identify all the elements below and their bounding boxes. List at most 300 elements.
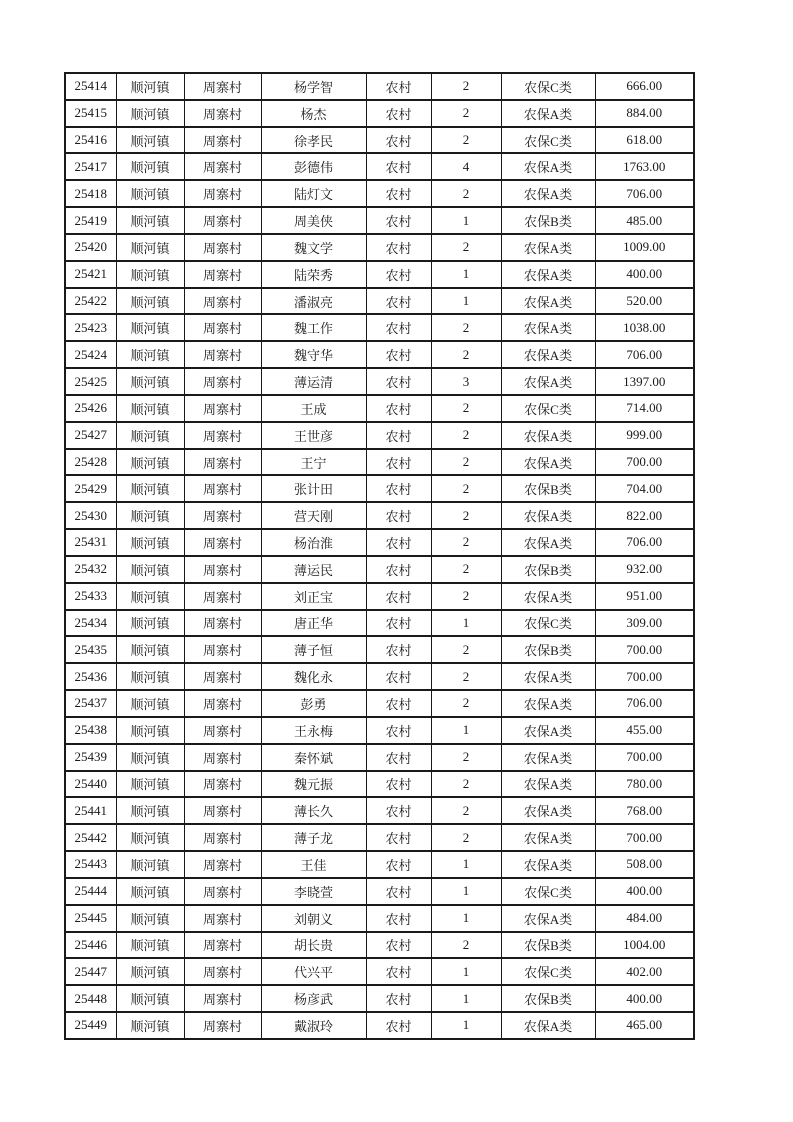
cell-insurance-category: 农保B类 — [501, 932, 595, 959]
table-row — [65, 771, 694, 798]
cell-amount: 700.00 — [595, 636, 694, 663]
cell-person-name: 薄子恒 — [261, 636, 366, 663]
cell-insurance-category: 农保A类 — [501, 905, 595, 932]
cell-village: 周寨村 — [184, 288, 261, 315]
cell-town: 顺河镇 — [116, 234, 184, 261]
cell-person-name: 戴淑玲 — [261, 1012, 366, 1039]
cell-person-count: 1 — [431, 985, 501, 1012]
cell-residence-type: 农村 — [366, 878, 431, 905]
cell-person-name: 秦怀斌 — [261, 744, 366, 771]
cell-residence-type: 农村 — [366, 234, 431, 261]
cell-person-count: 1 — [431, 878, 501, 905]
cell-residence-type: 农村 — [366, 744, 431, 771]
cell-amount: 485.00 — [595, 207, 694, 234]
cell-person-name: 代兴平 — [261, 958, 366, 985]
cell-insurance-category: 农保A类 — [501, 288, 595, 315]
cell-residence-type: 农村 — [366, 824, 431, 851]
cell-serial-number: 25446 — [65, 932, 116, 959]
cell-village: 周寨村 — [184, 663, 261, 690]
cell-village: 周寨村 — [184, 717, 261, 744]
cell-village: 周寨村 — [184, 529, 261, 556]
cell-person-name: 王世彦 — [261, 422, 366, 449]
cell-insurance-category: 农保B类 — [501, 207, 595, 234]
cell-residence-type: 农村 — [366, 207, 431, 234]
cell-village: 周寨村 — [184, 449, 261, 476]
cell-residence-type: 农村 — [366, 127, 431, 154]
cell-amount: 508.00 — [595, 851, 694, 878]
cell-serial-number: 25433 — [65, 583, 116, 610]
cell-serial-number: 25418 — [65, 180, 116, 207]
table-row — [65, 341, 694, 368]
cell-person-name: 魏化永 — [261, 663, 366, 690]
cell-town: 顺河镇 — [116, 636, 184, 663]
cell-amount: 768.00 — [595, 797, 694, 824]
cell-person-count: 2 — [431, 556, 501, 583]
cell-town: 顺河镇 — [116, 610, 184, 637]
cell-amount: 700.00 — [595, 744, 694, 771]
cell-village: 周寨村 — [184, 207, 261, 234]
cell-amount: 1009.00 — [595, 234, 694, 261]
roster-table — [64, 72, 695, 1040]
cell-insurance-category: 农保B类 — [501, 556, 595, 583]
cell-person-name: 陆灯文 — [261, 180, 366, 207]
cell-insurance-category: 农保A类 — [501, 1012, 595, 1039]
cell-town: 顺河镇 — [116, 878, 184, 905]
cell-person-name: 潘淑亮 — [261, 288, 366, 315]
cell-person-count: 2 — [431, 663, 501, 690]
cell-serial-number: 25424 — [65, 341, 116, 368]
cell-serial-number: 25427 — [65, 422, 116, 449]
cell-insurance-category: 农保A类 — [501, 502, 595, 529]
cell-person-count: 2 — [431, 73, 501, 100]
table-row — [65, 153, 694, 180]
cell-town: 顺河镇 — [116, 100, 184, 127]
cell-residence-type: 农村 — [366, 180, 431, 207]
cell-person-name: 陆荣秀 — [261, 261, 366, 288]
cell-village: 周寨村 — [184, 771, 261, 798]
cell-residence-type: 农村 — [366, 422, 431, 449]
cell-serial-number: 25444 — [65, 878, 116, 905]
cell-amount: 714.00 — [595, 395, 694, 422]
cell-insurance-category: 农保A类 — [501, 690, 595, 717]
cell-town: 顺河镇 — [116, 771, 184, 798]
table-row — [65, 368, 694, 395]
cell-residence-type: 农村 — [366, 610, 431, 637]
cell-amount: 402.00 — [595, 958, 694, 985]
cell-person-name: 王成 — [261, 395, 366, 422]
cell-residence-type: 农村 — [366, 958, 431, 985]
cell-town: 顺河镇 — [116, 958, 184, 985]
cell-residence-type: 农村 — [366, 851, 431, 878]
cell-insurance-category: 农保C类 — [501, 73, 595, 100]
cell-town: 顺河镇 — [116, 556, 184, 583]
cell-person-count: 1 — [431, 610, 501, 637]
cell-amount: 1038.00 — [595, 314, 694, 341]
cell-insurance-category: 农保A类 — [501, 422, 595, 449]
cell-person-name: 刘正宝 — [261, 583, 366, 610]
cell-serial-number: 25421 — [65, 261, 116, 288]
cell-serial-number: 25430 — [65, 502, 116, 529]
cell-village: 周寨村 — [184, 1012, 261, 1039]
cell-amount: 999.00 — [595, 422, 694, 449]
cell-person-count: 2 — [431, 314, 501, 341]
table-row — [65, 127, 694, 154]
cell-amount: 780.00 — [595, 771, 694, 798]
table-row — [65, 851, 694, 878]
cell-town: 顺河镇 — [116, 475, 184, 502]
cell-person-name: 胡长贵 — [261, 932, 366, 959]
cell-village: 周寨村 — [184, 341, 261, 368]
cell-serial-number: 25449 — [65, 1012, 116, 1039]
cell-person-name: 彭勇 — [261, 690, 366, 717]
cell-residence-type: 农村 — [366, 395, 431, 422]
cell-residence-type: 农村 — [366, 100, 431, 127]
cell-amount: 706.00 — [595, 529, 694, 556]
cell-person-name: 彭德伟 — [261, 153, 366, 180]
cell-town: 顺河镇 — [116, 153, 184, 180]
table-row — [65, 878, 694, 905]
cell-residence-type: 农村 — [366, 261, 431, 288]
cell-village: 周寨村 — [184, 234, 261, 261]
cell-insurance-category: 农保A类 — [501, 529, 595, 556]
cell-insurance-category: 农保A类 — [501, 368, 595, 395]
cell-serial-number: 25441 — [65, 797, 116, 824]
cell-serial-number: 25420 — [65, 234, 116, 261]
cell-person-count: 1 — [431, 905, 501, 932]
cell-amount: 1397.00 — [595, 368, 694, 395]
cell-person-name: 杨学智 — [261, 73, 366, 100]
cell-amount: 822.00 — [595, 502, 694, 529]
cell-person-count: 2 — [431, 127, 501, 154]
cell-person-name: 周美侠 — [261, 207, 366, 234]
cell-amount: 520.00 — [595, 288, 694, 315]
cell-residence-type: 农村 — [366, 449, 431, 476]
cell-serial-number: 25434 — [65, 610, 116, 637]
cell-village: 周寨村 — [184, 502, 261, 529]
cell-serial-number: 25417 — [65, 153, 116, 180]
cell-serial-number: 25448 — [65, 985, 116, 1012]
cell-insurance-category: 农保A类 — [501, 180, 595, 207]
cell-amount: 618.00 — [595, 127, 694, 154]
cell-village: 周寨村 — [184, 73, 261, 100]
cell-person-count: 2 — [431, 449, 501, 476]
cell-amount: 884.00 — [595, 100, 694, 127]
cell-person-name: 魏工作 — [261, 314, 366, 341]
cell-amount: 706.00 — [595, 180, 694, 207]
cell-village: 周寨村 — [184, 824, 261, 851]
cell-amount: 932.00 — [595, 556, 694, 583]
cell-person-count: 2 — [431, 475, 501, 502]
cell-town: 顺河镇 — [116, 180, 184, 207]
cell-serial-number: 25414 — [65, 73, 116, 100]
cell-person-count: 1 — [431, 851, 501, 878]
cell-insurance-category: 农保C类 — [501, 610, 595, 637]
cell-residence-type: 农村 — [366, 529, 431, 556]
cell-person-count: 2 — [431, 502, 501, 529]
cell-town: 顺河镇 — [116, 851, 184, 878]
cell-village: 周寨村 — [184, 556, 261, 583]
cell-serial-number: 25416 — [65, 127, 116, 154]
cell-amount: 706.00 — [595, 341, 694, 368]
cell-town: 顺河镇 — [116, 314, 184, 341]
cell-town: 顺河镇 — [116, 905, 184, 932]
cell-insurance-category: 农保C类 — [501, 878, 595, 905]
cell-person-count: 2 — [431, 422, 501, 449]
table-row — [65, 180, 694, 207]
cell-serial-number: 25429 — [65, 475, 116, 502]
cell-residence-type: 农村 — [366, 314, 431, 341]
cell-person-name: 薄子龙 — [261, 824, 366, 851]
cell-serial-number: 25426 — [65, 395, 116, 422]
cell-village: 周寨村 — [184, 314, 261, 341]
table-row — [65, 475, 694, 502]
table-row — [65, 207, 694, 234]
table-row — [65, 422, 694, 449]
table-row — [65, 610, 694, 637]
cell-town: 顺河镇 — [116, 932, 184, 959]
cell-insurance-category: 农保A类 — [501, 851, 595, 878]
cell-insurance-category: 农保A类 — [501, 153, 595, 180]
cell-person-count: 3 — [431, 368, 501, 395]
cell-residence-type: 农村 — [366, 663, 431, 690]
cell-residence-type: 农村 — [366, 73, 431, 100]
cell-residence-type: 农村 — [366, 985, 431, 1012]
cell-village: 周寨村 — [184, 261, 261, 288]
cell-village: 周寨村 — [184, 690, 261, 717]
table-row — [65, 529, 694, 556]
cell-village: 周寨村 — [184, 422, 261, 449]
cell-residence-type: 农村 — [366, 368, 431, 395]
cell-person-count: 2 — [431, 744, 501, 771]
cell-insurance-category: 农保A类 — [501, 100, 595, 127]
table-row — [65, 985, 694, 1012]
cell-person-name: 魏元振 — [261, 771, 366, 798]
cell-person-count: 1 — [431, 288, 501, 315]
cell-town: 顺河镇 — [116, 261, 184, 288]
table-row — [65, 100, 694, 127]
cell-amount: 484.00 — [595, 905, 694, 932]
cell-person-name: 李晓萱 — [261, 878, 366, 905]
cell-person-count: 1 — [431, 1012, 501, 1039]
cell-village: 周寨村 — [184, 395, 261, 422]
cell-insurance-category: 农保A类 — [501, 341, 595, 368]
cell-amount: 700.00 — [595, 449, 694, 476]
cell-person-name: 魏文学 — [261, 234, 366, 261]
cell-person-name: 王永梅 — [261, 717, 366, 744]
table-row — [65, 234, 694, 261]
cell-insurance-category: 农保C类 — [501, 395, 595, 422]
cell-village: 周寨村 — [184, 153, 261, 180]
cell-town: 顺河镇 — [116, 73, 184, 100]
cell-village: 周寨村 — [184, 180, 261, 207]
cell-town: 顺河镇 — [116, 797, 184, 824]
cell-serial-number: 25447 — [65, 958, 116, 985]
cell-person-name: 张计田 — [261, 475, 366, 502]
cell-town: 顺河镇 — [116, 288, 184, 315]
cell-town: 顺河镇 — [116, 690, 184, 717]
cell-person-name: 王宁 — [261, 449, 366, 476]
cell-insurance-category: 农保B类 — [501, 475, 595, 502]
cell-serial-number: 25431 — [65, 529, 116, 556]
cell-amount: 706.00 — [595, 690, 694, 717]
cell-town: 顺河镇 — [116, 717, 184, 744]
cell-amount: 700.00 — [595, 824, 694, 851]
cell-serial-number: 25440 — [65, 771, 116, 798]
cell-residence-type: 农村 — [366, 583, 431, 610]
cell-residence-type: 农村 — [366, 1012, 431, 1039]
cell-person-count: 2 — [431, 341, 501, 368]
cell-serial-number: 25428 — [65, 449, 116, 476]
table-row — [65, 717, 694, 744]
cell-town: 顺河镇 — [116, 985, 184, 1012]
cell-serial-number: 25423 — [65, 314, 116, 341]
cell-person-name: 杨彦武 — [261, 985, 366, 1012]
table-row — [65, 958, 694, 985]
cell-serial-number: 25436 — [65, 663, 116, 690]
cell-person-count: 2 — [431, 824, 501, 851]
cell-amount: 700.00 — [595, 663, 694, 690]
table-row — [65, 314, 694, 341]
cell-person-count: 1 — [431, 958, 501, 985]
cell-village: 周寨村 — [184, 127, 261, 154]
cell-serial-number: 25432 — [65, 556, 116, 583]
cell-serial-number: 25438 — [65, 717, 116, 744]
cell-residence-type: 农村 — [366, 153, 431, 180]
cell-residence-type: 农村 — [366, 797, 431, 824]
cell-insurance-category: 农保B类 — [501, 985, 595, 1012]
cell-residence-type: 农村 — [366, 556, 431, 583]
cell-town: 顺河镇 — [116, 127, 184, 154]
cell-person-count: 2 — [431, 180, 501, 207]
cell-person-count: 2 — [431, 797, 501, 824]
cell-person-name: 杨治淮 — [261, 529, 366, 556]
table-row — [65, 905, 694, 932]
roster-table-body — [65, 73, 694, 1039]
cell-amount: 465.00 — [595, 1012, 694, 1039]
table-row — [65, 932, 694, 959]
cell-residence-type: 农村 — [366, 341, 431, 368]
cell-person-count: 2 — [431, 932, 501, 959]
cell-amount: 951.00 — [595, 583, 694, 610]
table-row — [65, 824, 694, 851]
cell-town: 顺河镇 — [116, 744, 184, 771]
cell-village: 周寨村 — [184, 851, 261, 878]
cell-residence-type: 农村 — [366, 502, 431, 529]
cell-village: 周寨村 — [184, 368, 261, 395]
cell-person-count: 1 — [431, 207, 501, 234]
cell-serial-number: 25422 — [65, 288, 116, 315]
cell-person-name: 徐孝民 — [261, 127, 366, 154]
table-row — [65, 1012, 694, 1039]
cell-residence-type: 农村 — [366, 475, 431, 502]
cell-person-name: 王佳 — [261, 851, 366, 878]
cell-village: 周寨村 — [184, 905, 261, 932]
cell-town: 顺河镇 — [116, 583, 184, 610]
cell-insurance-category: 农保A类 — [501, 449, 595, 476]
cell-residence-type: 农村 — [366, 905, 431, 932]
cell-village: 周寨村 — [184, 744, 261, 771]
table-row — [65, 395, 694, 422]
cell-person-count: 4 — [431, 153, 501, 180]
cell-insurance-category: 农保A类 — [501, 717, 595, 744]
cell-person-name: 薄运民 — [261, 556, 366, 583]
cell-insurance-category: 农保A类 — [501, 663, 595, 690]
cell-village: 周寨村 — [184, 475, 261, 502]
table-row — [65, 288, 694, 315]
cell-town: 顺河镇 — [116, 395, 184, 422]
cell-serial-number: 25415 — [65, 100, 116, 127]
cell-town: 顺河镇 — [116, 824, 184, 851]
cell-person-count: 2 — [431, 100, 501, 127]
cell-serial-number: 25419 — [65, 207, 116, 234]
cell-insurance-category: 农保A类 — [501, 797, 595, 824]
cell-person-count: 2 — [431, 529, 501, 556]
cell-person-name: 刘朝义 — [261, 905, 366, 932]
table-row — [65, 690, 694, 717]
cell-insurance-category: 农保A类 — [501, 744, 595, 771]
cell-insurance-category: 农保C类 — [501, 958, 595, 985]
cell-serial-number: 25439 — [65, 744, 116, 771]
cell-serial-number: 25443 — [65, 851, 116, 878]
cell-serial-number: 25425 — [65, 368, 116, 395]
table-row — [65, 583, 694, 610]
cell-person-count: 1 — [431, 261, 501, 288]
cell-village: 周寨村 — [184, 583, 261, 610]
cell-amount: 1004.00 — [595, 932, 694, 959]
cell-person-name: 薄运清 — [261, 368, 366, 395]
cell-residence-type: 农村 — [366, 690, 431, 717]
cell-insurance-category: 农保A类 — [501, 583, 595, 610]
table-row — [65, 73, 694, 100]
cell-town: 顺河镇 — [116, 368, 184, 395]
table-row — [65, 502, 694, 529]
cell-person-count: 2 — [431, 636, 501, 663]
cell-amount: 455.00 — [595, 717, 694, 744]
cell-village: 周寨村 — [184, 985, 261, 1012]
cell-town: 顺河镇 — [116, 422, 184, 449]
cell-town: 顺河镇 — [116, 502, 184, 529]
table-row — [65, 261, 694, 288]
cell-person-name: 杨杰 — [261, 100, 366, 127]
table-row — [65, 636, 694, 663]
cell-insurance-category: 农保A类 — [501, 234, 595, 261]
cell-residence-type: 农村 — [366, 771, 431, 798]
cell-serial-number: 25437 — [65, 690, 116, 717]
cell-village: 周寨村 — [184, 636, 261, 663]
cell-serial-number: 25435 — [65, 636, 116, 663]
cell-person-name: 魏守华 — [261, 341, 366, 368]
cell-insurance-category: 农保B类 — [501, 636, 595, 663]
cell-serial-number: 25442 — [65, 824, 116, 851]
table-row — [65, 663, 694, 690]
table-row — [65, 797, 694, 824]
cell-village: 周寨村 — [184, 797, 261, 824]
cell-insurance-category: 农保C类 — [501, 127, 595, 154]
cell-person-name: 唐正华 — [261, 610, 366, 637]
cell-town: 顺河镇 — [116, 663, 184, 690]
cell-person-count: 2 — [431, 234, 501, 261]
cell-town: 顺河镇 — [116, 1012, 184, 1039]
cell-person-count: 2 — [431, 395, 501, 422]
cell-town: 顺河镇 — [116, 529, 184, 556]
cell-insurance-category: 农保A类 — [501, 261, 595, 288]
cell-town: 顺河镇 — [116, 341, 184, 368]
cell-town: 顺河镇 — [116, 449, 184, 476]
table-row — [65, 556, 694, 583]
cell-person-count: 2 — [431, 583, 501, 610]
cell-amount: 309.00 — [595, 610, 694, 637]
cell-amount: 400.00 — [595, 985, 694, 1012]
